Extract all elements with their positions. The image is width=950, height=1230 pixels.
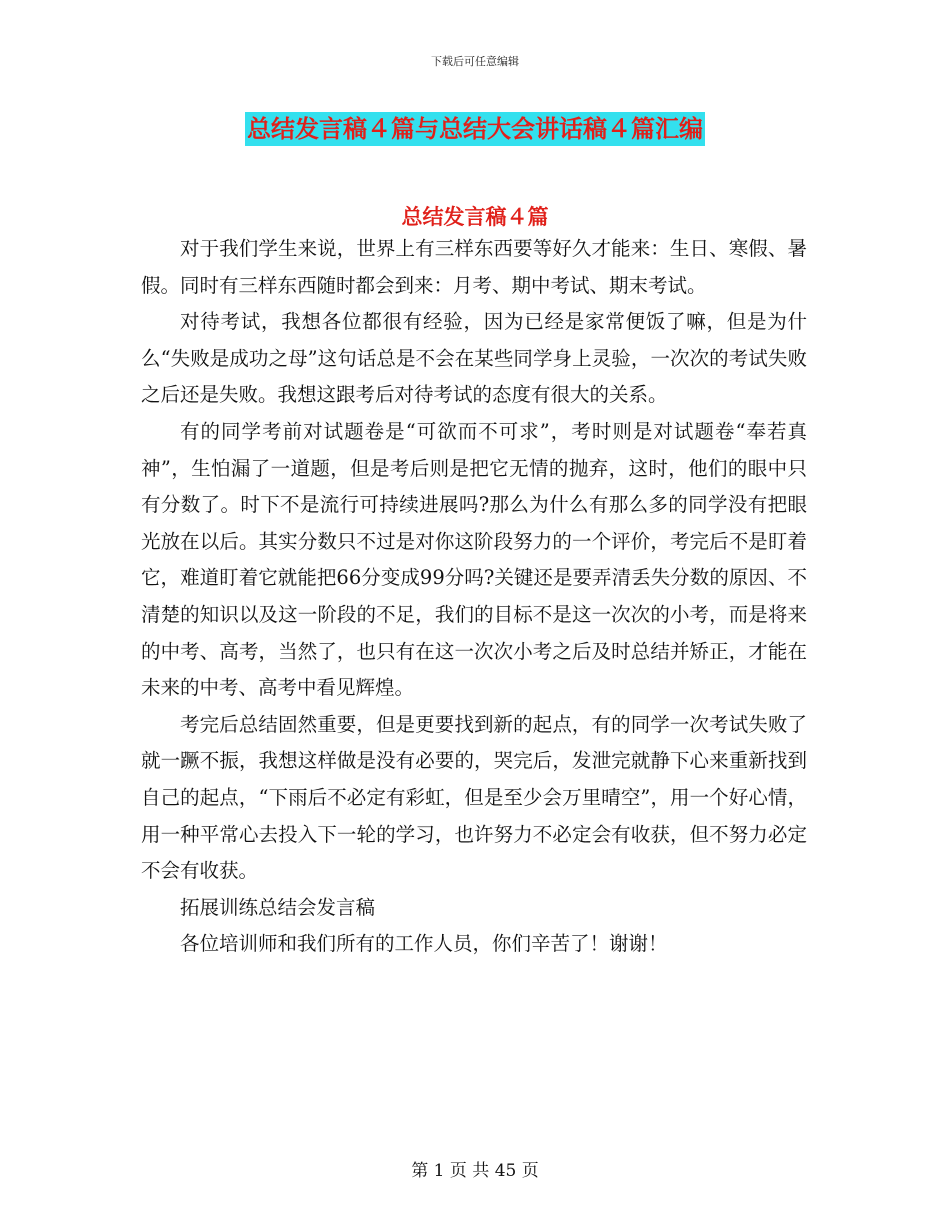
paragraph: 有的同学考前对试题卷是“可欲而不可求”，考时则是对试题卷“奉若真神”，生怕漏了一道题，但是考后则是把它无情的抛弃，这时，他们的眼中只有分数了。时下不是流行可持续进展吗?那么为什么有那么多的同学没有把眼光放在以后。其实分数只不过是对你这阶段努力的一个评价，考完后不是盯着它，难道盯着它就能把66分变成99分吗?关键还是要弄清丢失分数的原因、不清楚的知识以及这一阶段的不足，我们的目标不是这一次次的小考，而是将来的中考、高考，当然了，也只有在这一次次小考之后及时总结并矫正，才能在未来的中考、高考中看见辉煌。 — [141, 419, 807, 700]
document-body — [141, 231, 807, 963]
page-footer — [0, 1156, 950, 1181]
page-number-text: 第 1 页 共 45 页 — [411, 1161, 539, 1181]
main-title-container — [0, 112, 950, 146]
page-header: 下载后可任意编辑 — [431, 55, 519, 68]
paragraph-heading: 拓展训练总结会发言稿 — [180, 895, 376, 919]
section-title: 总结发言稿４篇 — [401, 205, 549, 229]
paragraph: 各位培训师和我们所有的工作人员，你们辛苦了！谢谢！ — [180, 932, 668, 956]
paragraph: 考完后总结固然重要，但是更要找到新的起点，有的同学一次考试失败了就一蹶不振，我想这样做是没有必要的，哭完后，发泄完就静下心来重新找到自己的起点，“下雨后不必定有彩虹，但是至少会万里晴空”，用一个好心情，用一种平常心去投入下一轮的学习，也许努力不必定会有收获，但不努力必定不会有收获。 — [141, 712, 807, 883]
paragraph: 对于我们学生来说，世界上有三样东西要等好久才能来：生日、寒假、暑假。同时有三样东西随时都会到来：月考、期中考试、期末考试。 — [141, 237, 807, 297]
paragraph: 对待考试，我想各位都很有经验，因为已经是家常便饭了嘛，但是为什么“失败是成功之母”这句话总是不会在某些同学身上灵验，一次次的考试失败之后还是失败。我想这跟考后对待考试的态度有很大的关系。 — [141, 310, 807, 407]
main-title: 总结发言稿４篇与总结大会讲话稿４篇汇编 — [245, 112, 705, 146]
